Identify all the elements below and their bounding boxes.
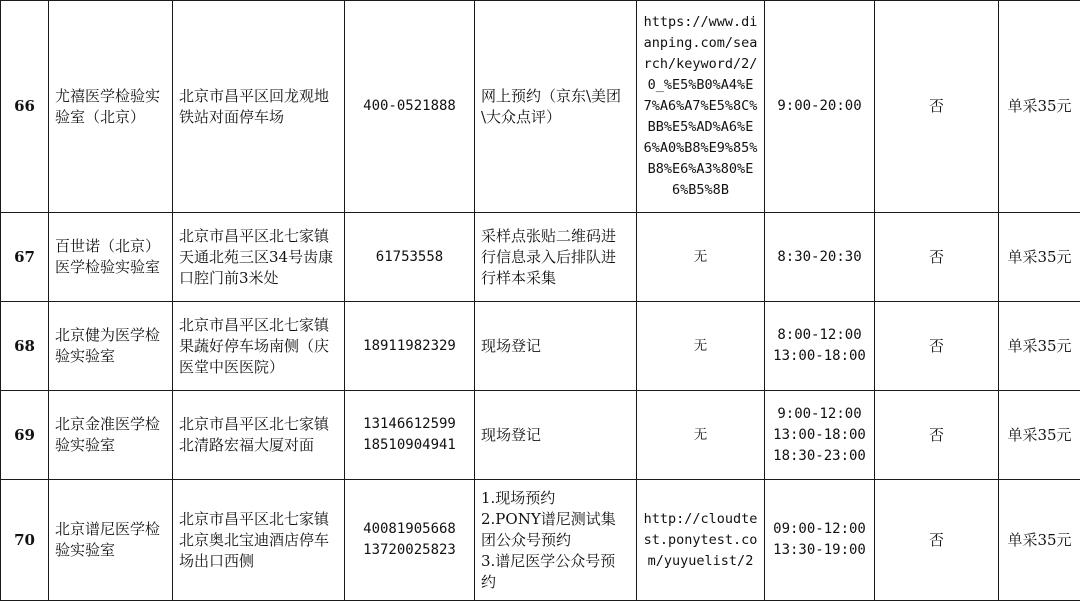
opening-hours-line: 13:00-18:00 xyxy=(771,425,868,446)
opening-hours-line: 13:00-18:00 xyxy=(771,346,868,367)
contact-phone-line: 400-0521888 xyxy=(351,96,468,117)
opening-hours-line: 9:00-12:00 xyxy=(771,404,868,425)
contact-phone xyxy=(345,302,475,391)
contact-phone-line: 18911982329 xyxy=(351,336,468,357)
lab-address: 北京市昌平区北七家镇北清路宏福大厦对面 xyxy=(173,391,345,480)
price-info: 单采35元 xyxy=(999,302,1080,391)
opening-hours-line: 9:00-20:00 xyxy=(771,96,868,117)
price-info: 单采35元 xyxy=(999,1,1080,213)
lab-address: 北京市昌平区北七家镇果蔬好停车场南侧（庆医堂中医医院） xyxy=(173,302,345,391)
contact-phone-line: 40081905668 xyxy=(351,519,468,540)
opening-hours-line: 8:00-12:00 xyxy=(771,325,868,346)
opening-hours xyxy=(765,391,875,480)
lab-name: 北京金准医学检验实验室 xyxy=(49,391,173,480)
contact-phone-line: 18510904941 xyxy=(351,435,468,456)
opening-hours xyxy=(765,213,875,302)
booking-method-line: 3.谱尼医学公众号预约 xyxy=(481,551,630,593)
booking-method-line: 现场登记 xyxy=(481,425,630,446)
lab-name: 北京谱尼医学检验实验室 xyxy=(49,480,173,601)
booking-link: http://cloudtest.ponytest.com/yuyuelist/2 xyxy=(637,480,765,601)
contact-phone xyxy=(345,1,475,213)
booking-method-line: 网上预约（京东\美团\大众点评） xyxy=(481,86,630,128)
table-row xyxy=(1,391,1080,480)
booking-link: 无 xyxy=(637,391,765,480)
booking-method-line: 1.现场预约 xyxy=(481,488,630,509)
booking-link: 无 xyxy=(637,213,765,302)
lab-name: 尤禧医学检验实验室（北京） xyxy=(49,1,173,213)
table-row xyxy=(1,480,1080,601)
table-body xyxy=(1,1,1080,601)
booking-link: https://www.dianping.com/search/keyword/2/0_%E5%B0%A4%E7%A6%A7%E5%8C%BB%E5%AD%A6%E6%A0%B8%E9%85%B8%E6%A3%80%E6%B5%8B xyxy=(637,1,765,213)
lab-name: 百世诺（北京）医学检验实验室 xyxy=(49,213,173,302)
contact-phone xyxy=(345,213,475,302)
row-number: 67 xyxy=(1,213,49,302)
booking-link: 无 xyxy=(637,302,765,391)
row-number: 68 xyxy=(1,302,49,391)
opening-hours-line: 09:00-12:00 xyxy=(771,519,868,540)
flag-value: 否 xyxy=(875,213,999,302)
contact-phone xyxy=(345,391,475,480)
lab-address: 北京市昌平区回龙观地铁站对面停车场 xyxy=(173,1,345,213)
contact-phone-line: 61753558 xyxy=(351,247,468,268)
table-row xyxy=(1,1,1080,213)
opening-hours-line: 18:30-23:00 xyxy=(771,446,868,467)
opening-hours xyxy=(765,302,875,391)
booking-method xyxy=(475,391,637,480)
contact-phone-line: 13720025823 xyxy=(351,540,468,561)
booking-method-line: 2.PONY谱尼测试集团公众号预约 xyxy=(481,509,630,551)
contact-phone xyxy=(345,480,475,601)
booking-method xyxy=(475,1,637,213)
price-info: 单采35元 xyxy=(999,480,1080,601)
booking-method-line: 现场登记 xyxy=(481,336,630,357)
flag-value: 否 xyxy=(875,391,999,480)
booking-method xyxy=(475,213,637,302)
row-number: 70 xyxy=(1,480,49,601)
lab-name: 北京健为医学检验实验室 xyxy=(49,302,173,391)
opening-hours-line: 13:30-19:00 xyxy=(771,540,868,561)
opening-hours-line: 8:30-20:30 xyxy=(771,247,868,268)
row-number: 66 xyxy=(1,1,49,213)
flag-value: 否 xyxy=(875,480,999,601)
price-info: 单采35元 xyxy=(999,391,1080,480)
booking-method-line: 采样点张贴二维码进行信息录入后排队进行样本采集 xyxy=(481,226,630,289)
table-row xyxy=(1,213,1080,302)
booking-method xyxy=(475,480,637,601)
flag-value: 否 xyxy=(875,1,999,213)
lab-address: 北京市昌平区北七家镇北京奥北宝迪酒店停车场出口西侧 xyxy=(173,480,345,601)
opening-hours xyxy=(765,480,875,601)
table-row xyxy=(1,302,1080,391)
opening-hours xyxy=(765,1,875,213)
lab-address: 北京市昌平区北七家镇天通北苑三区34号齿康口腔门前3米处 xyxy=(173,213,345,302)
price-info: 单采35元 xyxy=(999,213,1080,302)
row-number: 69 xyxy=(1,391,49,480)
contact-phone-line: 13146612599 xyxy=(351,414,468,435)
booking-method xyxy=(475,302,637,391)
flag-value: 否 xyxy=(875,302,999,391)
